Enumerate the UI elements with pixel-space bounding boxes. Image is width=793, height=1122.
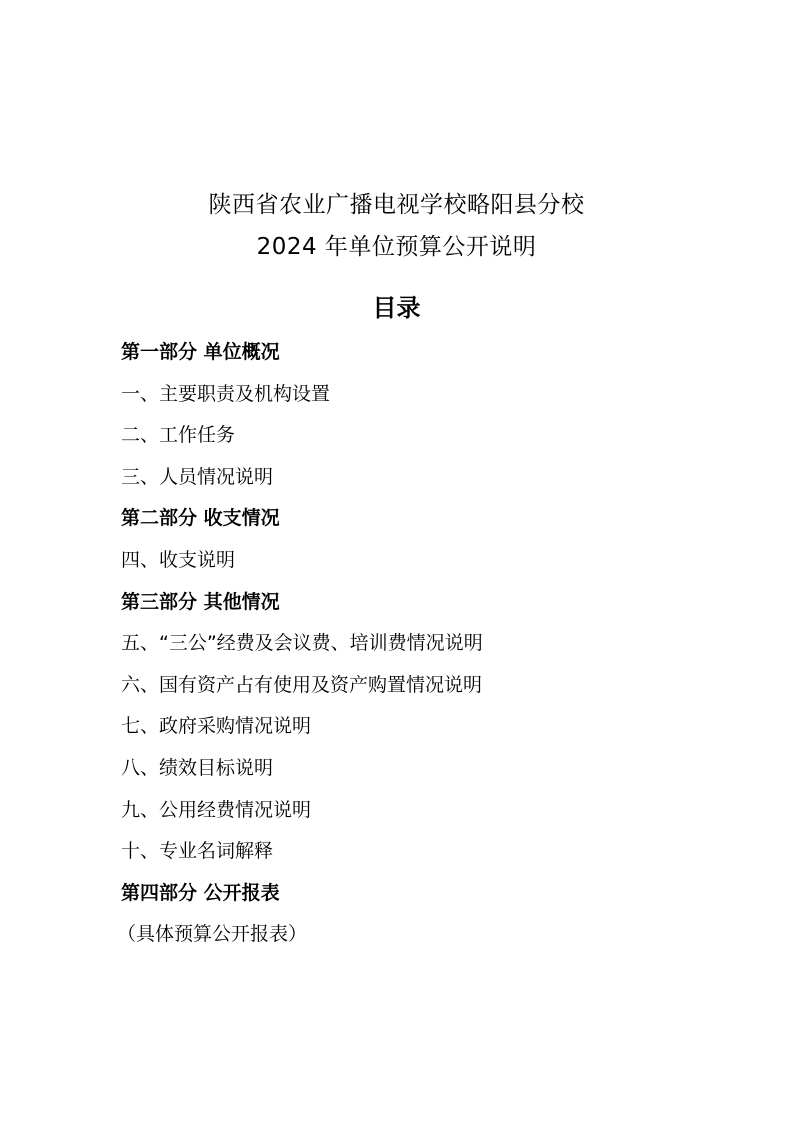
toc-part-2: 第二部分 收支情况 xyxy=(121,507,280,530)
toc-part-4: 第四部分 公开报表 xyxy=(121,881,280,904)
toc-note: （具体预算公开报表） xyxy=(117,923,308,946)
toc-item-4: 四、收支说明 xyxy=(121,548,236,571)
toc-item-8: 八、绩效目标说明 xyxy=(121,756,274,779)
document-title-line2: 2024 年单位预算公开说明 xyxy=(256,234,537,260)
toc-item-1: 一、主要职责及机构设置 xyxy=(121,382,331,405)
toc-item-3: 三、人员情况说明 xyxy=(121,465,274,488)
toc-part-3: 第三部分 其他情况 xyxy=(121,590,280,613)
toc-item-6: 六、国有资产占有使用及资产购置情况说明 xyxy=(121,673,483,696)
toc-item-10: 十、专业名词解释 xyxy=(121,840,274,863)
toc-part-1: 第一部分 单位概况 xyxy=(121,341,280,363)
toc-item-9: 九、公用经费情况说明 xyxy=(121,798,312,821)
toc-item-5: 五、“三公”经费及会议费、培训费情况说明 xyxy=(121,632,483,655)
table-of-contents xyxy=(117,332,483,956)
document-title-line1: 陕西省农业广播电视学校略阳县分校 xyxy=(208,192,585,218)
toc-item-7: 七、政府采购情况说明 xyxy=(121,715,312,738)
toc-item-2: 二、工作任务 xyxy=(121,424,236,447)
toc-heading: 目录 xyxy=(372,294,421,322)
